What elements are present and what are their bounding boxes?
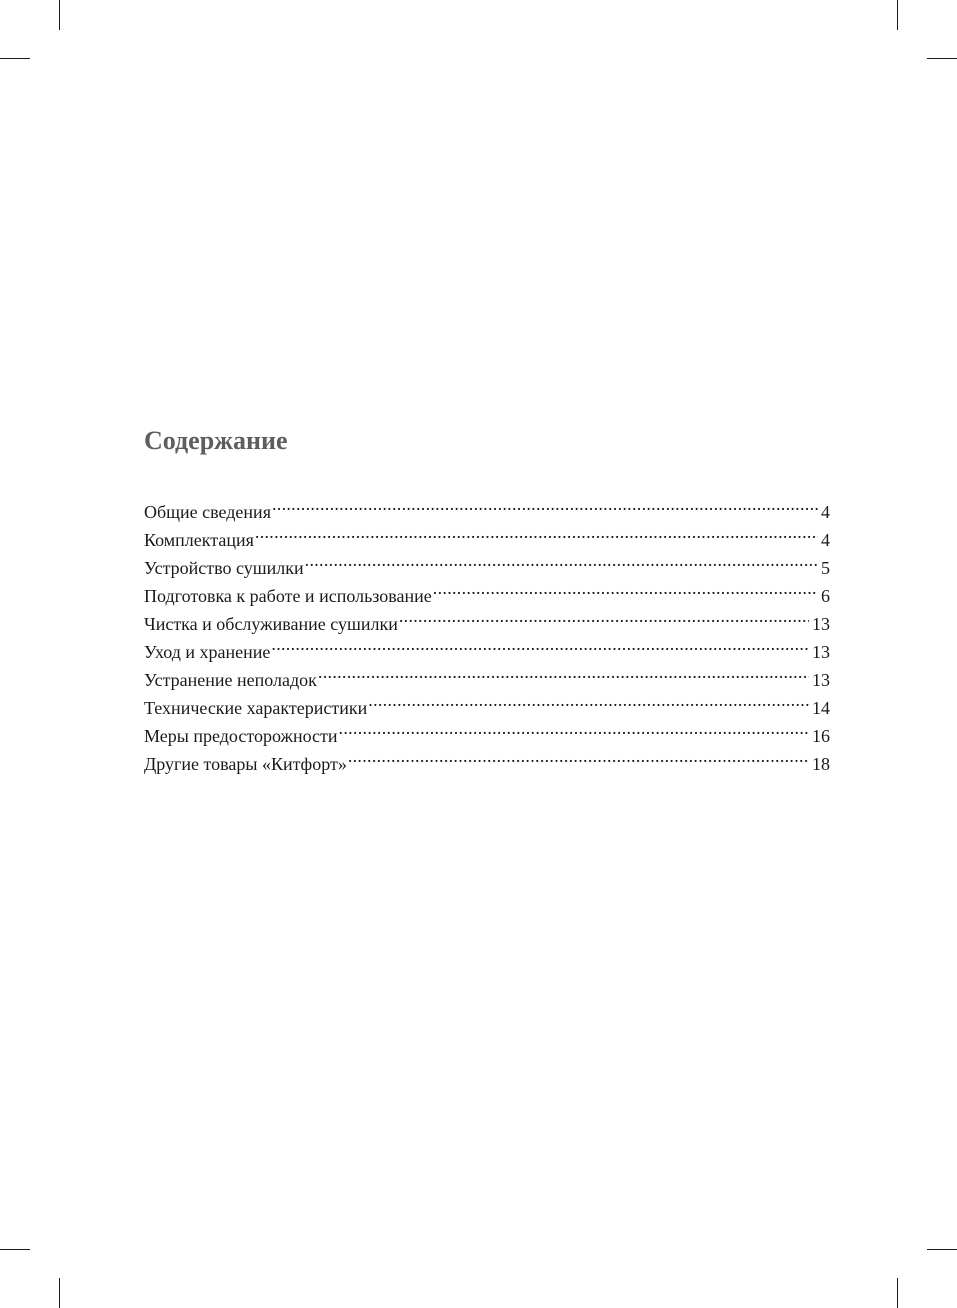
toc-entry-label: Чистка и обслуживание сушилки (144, 614, 398, 634)
crop-mark-top-right-horizontal (927, 58, 957, 59)
toc-entry-label: Устройство сушилки (144, 558, 304, 578)
toc-entry-page: 14 (812, 698, 830, 718)
toc-entry-page: 6 (821, 586, 830, 606)
crop-mark-top-left-vertical (59, 0, 60, 30)
toc-dot-leader (255, 518, 818, 546)
toc-entry-label: Общие сведения (144, 502, 271, 522)
toc-dot-leader (433, 574, 818, 602)
toc-entry-label: Устранение неполадок (144, 670, 317, 690)
toc-dot-leader (399, 602, 809, 630)
toc-dot-leader (368, 686, 809, 714)
toc-entry-label: Комплектация (144, 530, 254, 550)
toc-dot-leader (348, 742, 809, 770)
toc-entry-label: Подготовка к работе и использование (144, 586, 432, 606)
toc-entry-page: 18 (812, 754, 830, 774)
table-of-contents (144, 424, 830, 774)
crop-mark-top-right-vertical (897, 0, 898, 30)
toc-entry-label: Технические характеристики (144, 698, 368, 718)
crop-mark-bottom-left-horizontal (0, 1249, 30, 1250)
crop-mark-top-left-horizontal (0, 58, 30, 59)
toc-dot-leader (305, 546, 818, 574)
toc-entry-page: 4 (821, 530, 830, 550)
toc-entry-page: 4 (821, 502, 830, 522)
toc-entry-page: 5 (821, 558, 830, 578)
toc-entry-page: 13 (812, 642, 830, 662)
toc-entry-page: 13 (812, 614, 830, 634)
toc-title: Содержание (144, 426, 288, 455)
crop-mark-bottom-left-vertical (59, 1278, 60, 1308)
toc-dot-leader (318, 658, 809, 686)
toc-entry[interactable] (144, 490, 830, 522)
toc-entry-label: Уход и хранение (144, 642, 271, 662)
toc-dot-leader (339, 714, 809, 742)
toc-entry-label: Другие товары «Китфорт» (144, 754, 347, 774)
toc-dot-leader (272, 490, 818, 518)
crop-mark-bottom-right-horizontal (927, 1249, 957, 1250)
toc-entry-label: Меры предосторожности (144, 726, 338, 746)
toc-dot-leader (271, 630, 809, 658)
crop-mark-bottom-right-vertical (897, 1278, 898, 1308)
toc-entry-page: 13 (812, 670, 830, 690)
toc-entry-page: 16 (812, 726, 830, 746)
toc-list (144, 490, 830, 774)
